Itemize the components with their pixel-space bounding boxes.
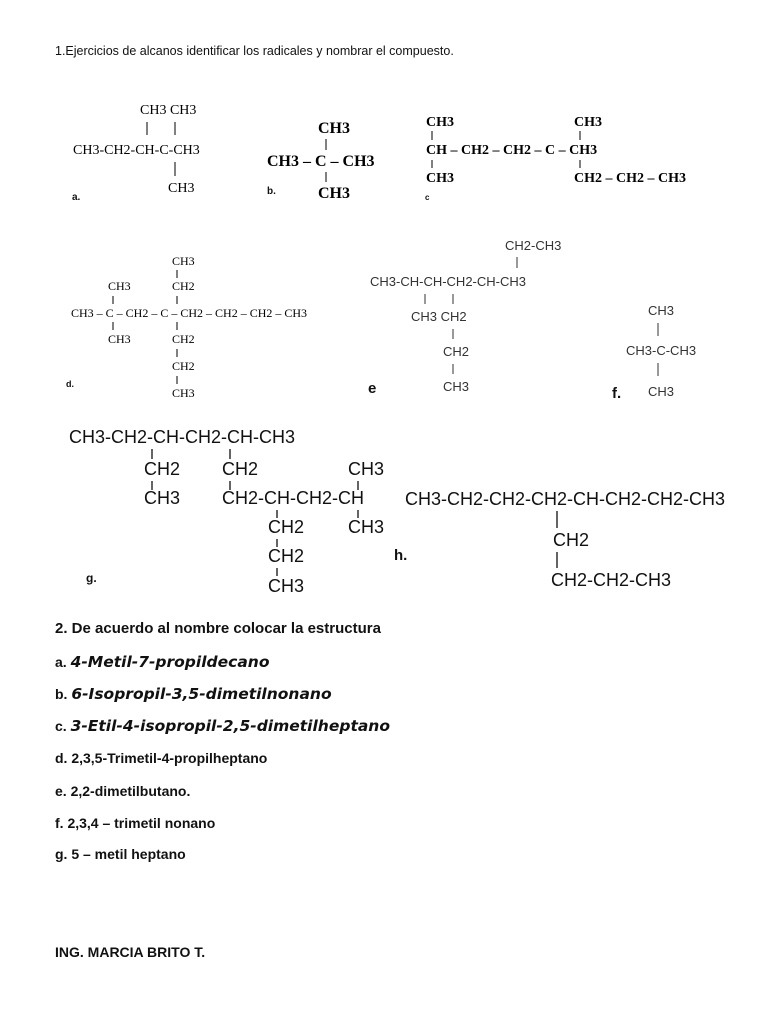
structure-d-branch-top-2: CH2 bbox=[172, 279, 195, 293]
structure-g-down-2: CH2 bbox=[268, 546, 305, 566]
structure-f-bottom: CH3 bbox=[648, 384, 675, 399]
item-name: 3-Etil-4-isopropil-2,5-dimetilheptano bbox=[70, 717, 390, 735]
structure-g-branch-2: CH2 bbox=[222, 459, 259, 479]
structure-g-label: g. bbox=[86, 571, 97, 585]
structure-b bbox=[267, 120, 375, 202]
structure-a-label: a. bbox=[72, 192, 81, 203]
structure-c bbox=[425, 115, 686, 202]
question-2-item-a bbox=[55, 653, 269, 671]
question-2-item-e: e. 2,2-dimetilbutano. bbox=[55, 783, 191, 799]
item-prefix: b. bbox=[55, 686, 68, 702]
structure-d-label: d. bbox=[66, 379, 74, 389]
structure-h-label: h. bbox=[394, 547, 408, 564]
item-name: 4-Metil-7-propildecano bbox=[70, 653, 270, 671]
structure-a-bottom: CH3 bbox=[168, 181, 195, 196]
structure-d-branch-bottom-1: CH2 bbox=[172, 332, 195, 346]
structure-g-branch-1b: CH3 bbox=[144, 488, 181, 508]
structure-g-down-3: CH3 bbox=[268, 576, 305, 596]
structure-c-main: CH – CH2 – CH2 – C – CH3 bbox=[426, 143, 598, 158]
author-signature: ING. MARCIA BRITO T. bbox=[55, 944, 206, 960]
structure-b-bottom: CH3 bbox=[318, 185, 350, 202]
structure-b-label: b. bbox=[267, 186, 276, 197]
structure-d-branch-top-1: CH3 bbox=[172, 254, 195, 268]
structure-c-bottom-right: CH2 – CH2 – CH3 bbox=[574, 171, 686, 186]
structure-d-branch-bottom-2: CH2 bbox=[172, 359, 195, 373]
structure-c-top-right: CH3 bbox=[574, 115, 602, 130]
question-2-item-d: d. 2,3,5-Trimetil-4-propilheptano bbox=[55, 750, 268, 766]
structure-d-branch-bottom-3: CH3 bbox=[172, 386, 195, 400]
item-prefix: a. bbox=[55, 654, 67, 670]
structure-g-branch-1a: CH2 bbox=[144, 459, 181, 479]
structure-h-branch-1: CH2 bbox=[553, 530, 590, 550]
structure-c-top-left: CH3 bbox=[426, 115, 454, 130]
question-2-title: 2. De acuerdo al nombre colocar la estructura bbox=[55, 620, 381, 637]
structure-b-main: CH3 – C – CH3 bbox=[267, 153, 375, 170]
structure-f-main: CH3-C-CH3 bbox=[626, 343, 697, 358]
structure-f-label: f. bbox=[612, 385, 622, 402]
structure-g-main: CH3-CH2-CH-CH2-CH-CH3 bbox=[69, 427, 296, 447]
structure-e-top: CH2-CH3 bbox=[505, 238, 562, 253]
structure-g-down-1: CH2 bbox=[268, 517, 305, 537]
exercise-heading: 1.Ejercicios de alcanos identificar los radicales y nombrar el compuesto. bbox=[55, 44, 454, 58]
question-2-item-c bbox=[55, 717, 390, 735]
structure-g-sub-main: CH2-CH-CH2-CH bbox=[222, 488, 364, 508]
item-name: 6-Isopropil-3,5-dimetilnonano bbox=[71, 685, 332, 703]
structure-a bbox=[72, 103, 200, 203]
structure-e-below-3: CH3 bbox=[443, 379, 470, 394]
structure-h bbox=[394, 489, 725, 590]
structure-b-top: CH3 bbox=[318, 120, 350, 137]
structure-e-main: CH3-CH-CH-CH2-CH-CH3 bbox=[370, 274, 526, 289]
structure-f-top: CH3 bbox=[648, 303, 675, 318]
structure-d-branch-bottom-left: CH3 bbox=[108, 332, 131, 346]
structure-e bbox=[368, 238, 561, 397]
structure-e-below-2: CH2 bbox=[443, 344, 470, 359]
structure-d-main: CH3 – C – CH2 – C – CH2 – CH2 – CH2 – CH3 bbox=[71, 306, 308, 320]
item-prefix: c. bbox=[55, 718, 67, 734]
structure-h-main: CH3-CH2-CH2-CH2-CH-CH2-CH2-CH3 bbox=[405, 489, 726, 509]
question-2-item-f: f. 2,3,4 – trimetil nonano bbox=[55, 815, 216, 831]
structure-c-label: c bbox=[425, 193, 430, 202]
question-2-item-b bbox=[55, 685, 332, 703]
structure-a-top: CH3 CH3 bbox=[140, 103, 197, 118]
structure-g-top-right: CH3 bbox=[348, 459, 385, 479]
structure-h-branch-2: CH2-CH2-CH3 bbox=[551, 570, 672, 590]
structure-d-branch-top-left: CH3 bbox=[108, 279, 131, 293]
structure-d bbox=[66, 254, 307, 400]
structure-g bbox=[69, 427, 384, 596]
structure-e-label: e bbox=[368, 380, 377, 397]
structure-a-main: CH3-CH2-CH-C-CH3 bbox=[73, 143, 200, 158]
question-2-item-g: g. 5 – metil heptano bbox=[55, 846, 186, 862]
structure-g-bottom-right: CH3 bbox=[348, 517, 385, 537]
structure-f bbox=[612, 303, 696, 402]
structure-c-bottom-left: CH3 bbox=[426, 171, 454, 186]
structure-e-below-1: CH3 CH2 bbox=[411, 309, 467, 324]
